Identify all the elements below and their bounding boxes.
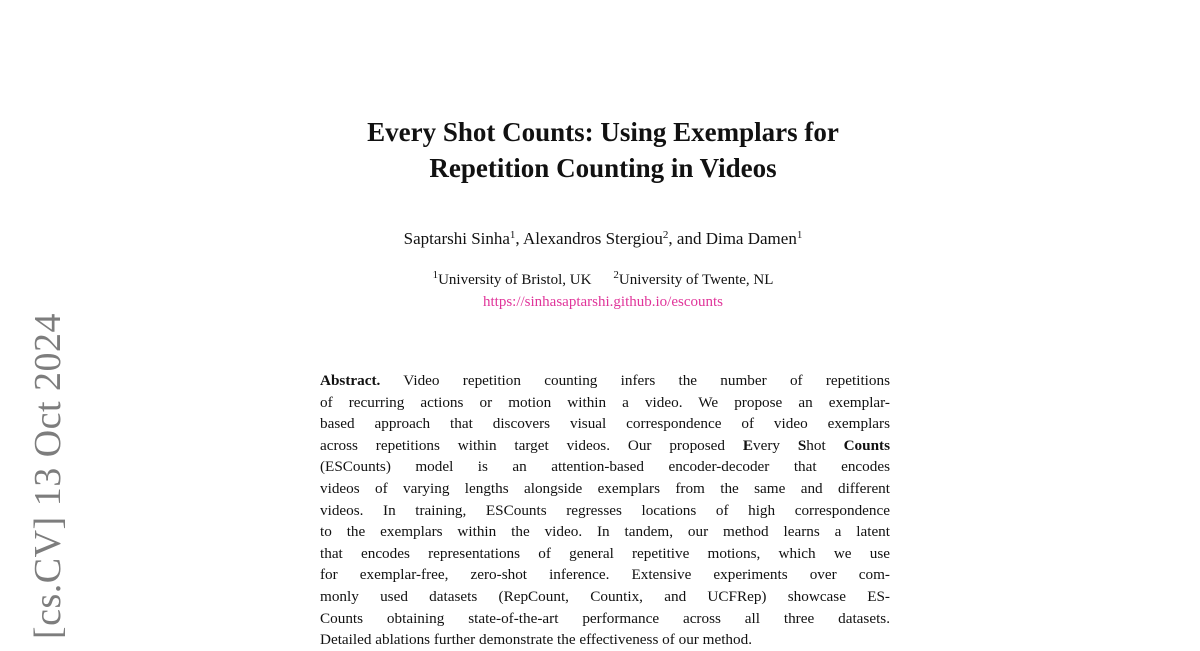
project-page-link[interactable]: https://sinhasaptarshi.github.io/escounts	[483, 294, 723, 310]
affiliation-name: University of Bristol, UK	[438, 272, 592, 288]
author-name: Dima Damen	[705, 229, 797, 248]
abstract-line: (ESCounts) model is an attention-based encoder-decoder that encodes	[320, 458, 890, 476]
abstract-line: videos. In training, ESCounts regresses locations of high correspondence	[320, 501, 890, 519]
abstract-line: for exemplar-free, zero-shot inference. Extensive experiments over com-	[320, 566, 890, 584]
author-name: Saptarshi Sinha	[403, 229, 510, 248]
affiliation-marker: 1	[432, 269, 439, 281]
model-name-bold: Counts	[843, 436, 890, 454]
abstract-heading: Abstract.	[320, 372, 381, 389]
author-list	[300, 228, 906, 250]
model-name-bold: E	[742, 436, 753, 454]
author-affiliation-marker: 2	[662, 229, 669, 241]
affiliation-list	[300, 270, 906, 290]
author-name: Alexandros Stergiou	[522, 229, 663, 248]
author-separator: ,	[515, 229, 523, 248]
abstract-line: Counts obtaining state-of-the-art performance across all three datasets.	[320, 609, 890, 627]
model-name-part: hot	[806, 436, 844, 454]
abstract-line	[320, 370, 890, 392]
paper-title-line-2: Repetition Counting in Videos	[429, 153, 777, 183]
abstract-line: based approach that discovers visual correspondence of video exemplars	[320, 415, 890, 433]
paper-title	[300, 114, 906, 186]
arxiv-identifier-stamp: [cs.CV] 13 Oct 2024	[27, 312, 69, 640]
author-separator: , and	[668, 229, 706, 248]
abstract-text: across repetitions within target videos. Our proposed	[320, 436, 743, 454]
abstract-text: Video repetition counting infers the number of repetitions	[380, 372, 890, 389]
abstract-line	[320, 435, 890, 457]
author-affiliation-marker: 1	[509, 229, 516, 241]
abstract-line: of recurring actions or motion within a video. We propose an exemplar-	[320, 393, 890, 411]
model-name-bold: S	[797, 436, 807, 454]
abstract-line: that encodes representations of general repetitive motions, which we use	[320, 544, 890, 562]
abstract-block	[320, 370, 890, 651]
affiliation-marker: 2	[613, 269, 619, 281]
affiliation-name: University of Twente, NL	[618, 272, 774, 288]
abstract-line: Detailed ablations further demonstrate the effectiveness of our method.	[320, 631, 752, 649]
paper-title-line-1: Every Shot Counts: Using Exemplars for	[367, 117, 839, 147]
abstract-line: to the exemplars within the video. In tandem, our method learns a latent	[320, 523, 890, 541]
abstract-line: videos of varying lengths alongside exemplars from the same and different	[320, 479, 890, 497]
abstract-line: monly used datasets (RepCount, Countix, and UCFRep) showcase ES-	[320, 587, 890, 605]
model-name-part: very	[753, 436, 798, 454]
author-affiliation-marker: 1	[796, 229, 803, 241]
